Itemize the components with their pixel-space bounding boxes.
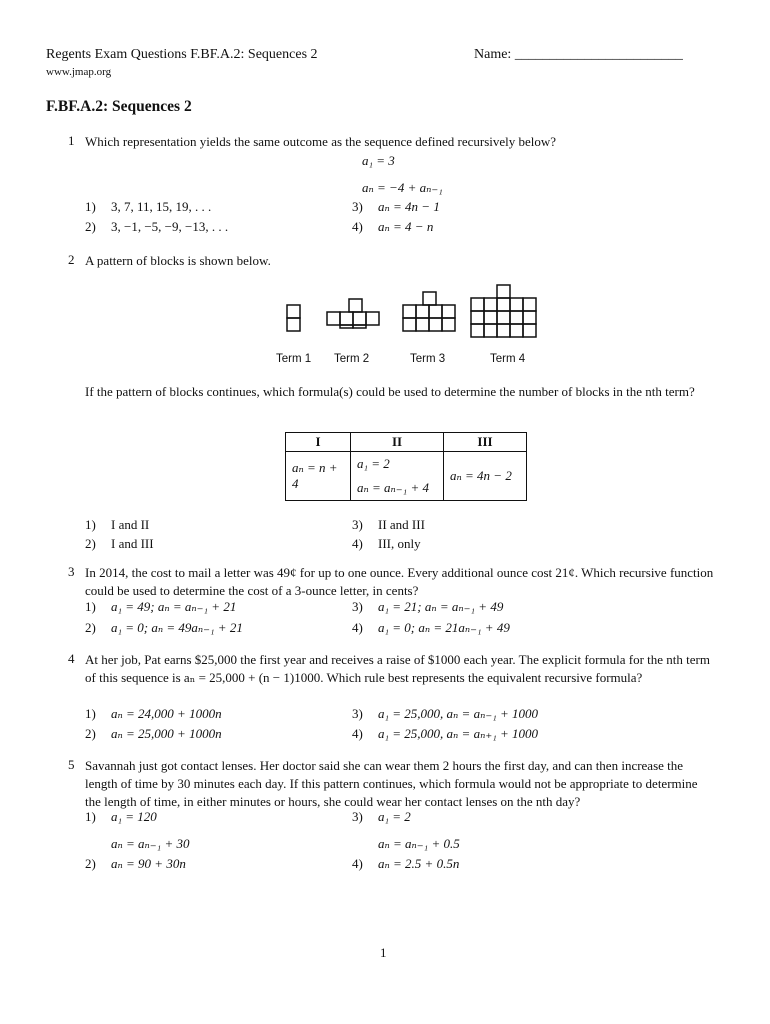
q1-option-3: 3) aₙ = 4n − 1 — [352, 199, 440, 214]
q2-number: 2 — [68, 252, 75, 267]
table-header-iii: III — [444, 433, 527, 452]
name-field-label: Name: ________________________ — [474, 47, 683, 62]
q5-option-3: 3) a₁ = 2 — [352, 809, 411, 824]
q3-option-3: 3) a₁ = 21; aₙ = aₙ₋₁ + 49 — [352, 599, 504, 614]
page-number: 1 — [380, 945, 387, 960]
q3-option-2: 2) a₁ = 0; aₙ = 49aₙ₋₁ + 21 — [85, 620, 243, 635]
term-3-label: Term 3 — [410, 353, 446, 365]
q4-option-2: 2) aₙ = 25,000 + 1000n — [85, 726, 222, 741]
q4-option-4: 4) a₁ = 25,000, aₙ = aₙ₊₁ + 1000 — [352, 726, 539, 741]
q1-option-1: 1) 3, 7, 11, 15, 19, . . . — [85, 199, 212, 214]
q3-option-4: 4) a₁ = 0; aₙ = 21aₙ₋₁ + 49 — [352, 620, 510, 635]
term-4-blocks — [471, 285, 536, 337]
q3-number: 3 — [68, 564, 75, 579]
q2-option-3: 3) II and III — [352, 517, 425, 532]
q5-option-1-line2: aₙ = aₙ₋₁ + 30 — [111, 836, 190, 851]
q2-option-4: 4) III, only — [352, 536, 421, 551]
q5-number: 5 — [68, 757, 75, 772]
table-cell-ii: a₁ = 2 aₙ = aₙ₋₁ + 4 — [351, 452, 444, 501]
q5-option-4: 4) aₙ = 2.5 + 0.5n — [352, 856, 460, 871]
term-4-label: Term 4 — [490, 353, 526, 365]
q3-text: In 2014, the cost to mail a letter was 49¢ for up to one ounce. Every additional ounce cost 21¢. Which recursive function could be used to determine the cost of a 3-ounce letter, in cents? — [85, 565, 714, 598]
term-3-blocks — [403, 292, 455, 331]
q2-option-2: 2) I and III — [85, 536, 154, 551]
q5-text: Savannah just got contact lenses. Her doctor said she can wear them 2 hours the first day, and can then increase the length of time by 30 minutes each day. If this pattern continues, which formula would not be appropriate to determine the length of time, in either minutes or hours, she could wear her contact lenses on the nth day? — [85, 758, 698, 809]
table-cell-iii: aₙ = 4n − 2 — [444, 452, 527, 501]
q3-option-1: 1) a₁ = 49; aₙ = aₙ₋₁ + 21 — [85, 599, 237, 614]
table-header-i: I — [286, 433, 351, 452]
q1-option-2: 2) 3, −1, −5, −9, −13, . . . — [85, 219, 229, 234]
term-2-blocks — [327, 299, 379, 328]
q4-option-1: 1) aₙ = 24,000 + 1000n — [85, 706, 222, 721]
table-header-ii: II — [351, 433, 444, 452]
doc-title: Regents Exam Questions F.BF.A.2: Sequences 2 — [46, 47, 318, 62]
q2-text: A pattern of blocks is shown below. — [85, 253, 271, 268]
q2-text-2: If the pattern of blocks continues, which formula(s) could be used to determine the number of blocks in the nth term? — [85, 384, 695, 399]
q2-option-1: 1) I and II — [85, 517, 150, 532]
q4-text: At her job, Pat earns $25,000 the first year and receives a raise of $1000 each year. The explicit formula for the nth term of this sequence is aₙ = 25,000 + (n − 1)1000. Which rule best represents the equivalent recursive formula? — [85, 652, 710, 685]
q1-given-an: aₙ = −4 + aₙ₋₁ — [362, 180, 443, 195]
website-link: www.jmap.org — [46, 66, 112, 78]
block-pattern-figure — [270, 284, 540, 344]
q5-option-3-line2: aₙ = aₙ₋₁ + 0.5 — [378, 836, 460, 851]
term-1-blocks — [287, 305, 300, 331]
q1-option-4: 4) aₙ = 4 − n — [352, 219, 434, 234]
page-title: F.BF.A.2: Sequences 2 — [46, 98, 192, 115]
term-2-label: Term 2 — [334, 353, 370, 365]
table-cell-i: aₙ = n + 4 — [286, 452, 351, 501]
q4-number: 4 — [68, 651, 75, 666]
q1-number: 1 — [68, 133, 75, 148]
q1-text: Which representation yields the same outcome as the sequence defined recursively below? — [85, 134, 557, 149]
q5-option-1: 1) a₁ = 120 — [85, 809, 157, 824]
q2-formula-table — [285, 432, 527, 501]
term-1-label: Term 1 — [276, 353, 312, 365]
q1-given-a1: a₁ = 3 — [362, 153, 395, 168]
q4-option-3: 3) a₁ = 25,000, aₙ = aₙ₋₁ + 1000 — [352, 706, 539, 721]
q5-option-2: 2) aₙ = 90 + 30n — [85, 856, 186, 871]
